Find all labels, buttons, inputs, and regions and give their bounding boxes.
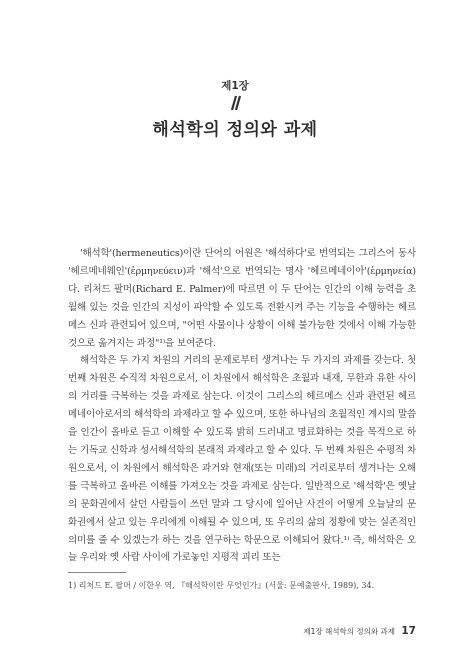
running-title: 제1장 해석학의 정의와 과제	[303, 627, 395, 636]
paragraph-2: 해석학은 두 가지 차원의 거리의 문제로부터 생겨나는 두 가지의 과제를 갖는다. 첫 번째 차원은 수직적 차원으로서, 이 차원에서 해석학은 초월과 내재, 무한과 유한 사이의 거리를 극복하는 것을 과제로 삼는다. 이것이 그리스의 헤르메스 신과 관련된 헤르메네이아로서의 해석학의 과제라고 할 수 있으며, 또한 하나님의 초월적인 계시의 말씀을 인간이 올바로 듣고 이해할 수 있도록 밝히 드러내고 명료화하는 것을 목적으로 하는 기독교 신학과 성서해석학의 본래적 과제라고 할 수 있다. 두 번째 차원은 수평적 차원으로서, 이 차원에서 해석학은 과거와 현재(또는 미래)의 거리로부터 생겨나는 오해를 극복하고 올바른 이해를 가져오는 것을 과제로 삼는다. 일반적으로 '해석학'은 옛날의 문화권에서 살던 사람들이 쓰던 말과 그 당시에 일어난 사건이 어떻게 오늘날의 문화권에서 살고 있는 우리에게 이해될 수 있으며, 또 우리의 삶의 정황에 맞는 실존적인 의미를 줄 수 있겠는가 하는 것을 연구하는 학문으로 이해되어 왔다.¹⁾ 즉, 해석학은 오늘 우리와 옛 사람 사이에 가로놓인 지평적 괴리 또는	[68, 355, 416, 564]
double-slash-icon	[226, 94, 244, 112]
body-text	[68, 245, 416, 567]
chapter-title: 해석학의 정의와 과제	[152, 120, 318, 140]
chapter-label: 제1장	[221, 80, 249, 92]
paragraph-1: '해석학'(hermeneutics)이란 단어의 어원은 '해석하다'로 번역되는 그리스어 동사 '헤르메네웨인'(ἑρμηνεύειν)과 '해석'으로 번역되는 명사 '헤르메네이아'(ἑρμηνεία)다. 리처드 팔머(Richard E. Palmer)에 따르면 이 두 단어는 인간의 이해 능력을 초월해 있는 것을 인간의 지성이 파악할 수 있도록 전환시켜 주는 기능을 수행하는 헤르메스 신과 관련되어 있으며, "어떤 사물이나 상황이 이해 불가능한 것에서 이해 가능한 것으로 옮겨지는 과정"¹⁾을 보여준다.	[68, 248, 416, 349]
footnote-divider	[68, 572, 126, 573]
page-number: 17	[401, 625, 416, 637]
footnote: 1) 리처드 E. 팔머 / 이한우 역, 『해석학이란 무엇인가』(서울: 문예출판사, 1989), 34.	[68, 581, 375, 590]
running-footer	[0, 625, 416, 637]
